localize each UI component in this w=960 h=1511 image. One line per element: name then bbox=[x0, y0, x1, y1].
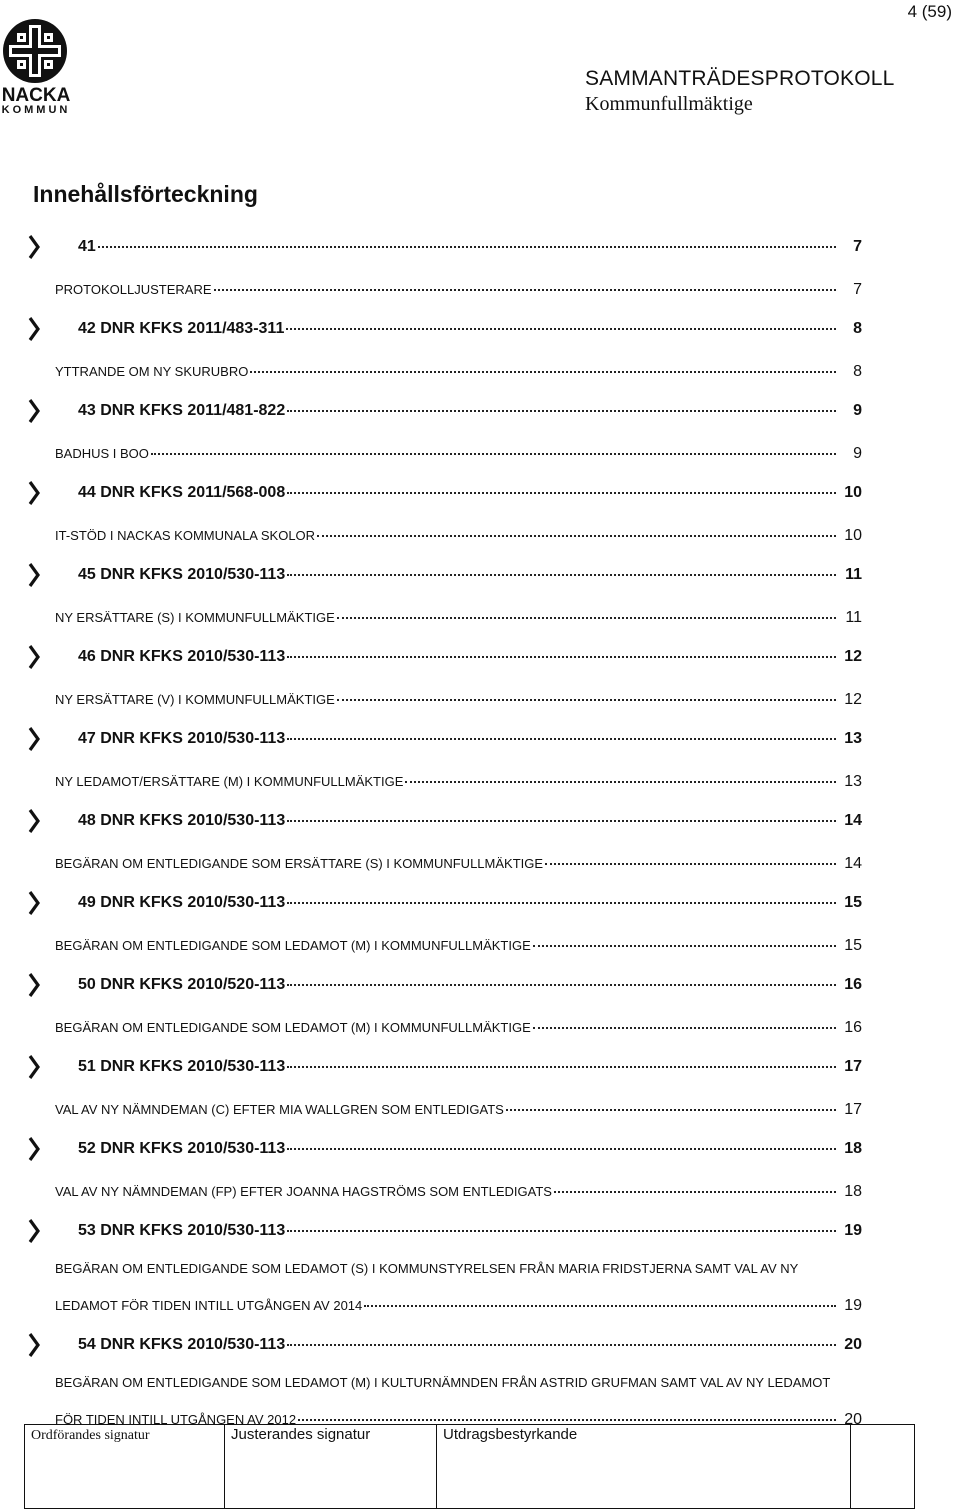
dot-leader bbox=[554, 1175, 836, 1193]
dot-leader bbox=[250, 355, 836, 373]
toc-subentry[interactable] bbox=[55, 1178, 862, 1201]
toc-arrow-icon bbox=[28, 234, 42, 260]
toc-arrow-icon bbox=[28, 398, 42, 424]
toc-subentry-page: 20 bbox=[844, 1411, 862, 1428]
document-type: SAMMANTRÄDESPROTOKOLL bbox=[585, 67, 895, 90]
toc-arrow-icon bbox=[28, 1218, 42, 1244]
toc-entry-title: 52 DNR KFKS 2010/530-113 bbox=[78, 1140, 286, 1157]
toc-subentry-title: LEDAMOT FÖR TIDEN INTILL UTGÅNGEN AV 2014 bbox=[55, 1298, 363, 1313]
toc-entry-title: 51 DNR KFKS 2010/530-113 bbox=[78, 1058, 286, 1075]
dot-leader bbox=[533, 1011, 836, 1029]
toc-subentry-page: 18 bbox=[844, 1183, 862, 1200]
toc-entry-page: 15 bbox=[844, 894, 862, 911]
page-number: 4 (59) bbox=[907, 2, 952, 21]
toc-entry-title: 54 DNR KFKS 2010/530-113 bbox=[78, 1336, 286, 1353]
dot-leader bbox=[287, 1132, 836, 1150]
committee-name: Kommunfullmäktige bbox=[585, 93, 753, 115]
toc-subentry-line1: BEGÄRAN OM ENTLEDIGANDE SOM LEDAMOT (M) I KULTURNÄMNDEN FRÅN ASTRID GRUFMAN SAMT VAL AV NY LEDAMOT bbox=[55, 1375, 831, 1390]
dot-leader bbox=[287, 394, 836, 412]
dot-leader bbox=[317, 519, 836, 537]
toc-title: Innehållsförteckning bbox=[33, 181, 258, 207]
toc-entry-main[interactable] bbox=[78, 971, 862, 994]
toc-subentry-page: 12 bbox=[844, 691, 862, 708]
chair-signature-cell bbox=[25, 1425, 225, 1509]
logo-name: NACKA bbox=[1, 85, 71, 106]
toc-entry-page: 18 bbox=[844, 1140, 862, 1157]
toc-arrow-icon bbox=[28, 1136, 42, 1162]
dot-leader bbox=[364, 1289, 836, 1307]
toc-arrow-icon bbox=[28, 480, 42, 506]
toc-subentry-title: VAL AV NY NÄMNDEMAN (FP) EFTER JOANNA HAGSTRÖMS SOM ENTLEDIGATS bbox=[55, 1184, 552, 1199]
toc-entry-page: 8 bbox=[853, 320, 862, 337]
toc-subentry[interactable] bbox=[55, 932, 862, 955]
toc-subentry-title: PROTOKOLLJUSTERARE bbox=[55, 282, 212, 297]
toc-entry-page: 16 bbox=[844, 976, 862, 993]
dot-leader bbox=[287, 640, 836, 658]
adjuster-signature-cell bbox=[225, 1425, 437, 1509]
toc-entry-main[interactable] bbox=[78, 479, 862, 502]
toc-entry-page: 10 bbox=[844, 484, 862, 501]
toc-entry-title: 45 DNR KFKS 2010/530-113 bbox=[78, 566, 286, 583]
toc-entry-title: 48 DNR KFKS 2010/530-113 bbox=[78, 812, 286, 829]
extract-certification-cell bbox=[437, 1425, 851, 1509]
toc-arrow-icon bbox=[28, 316, 42, 342]
toc-entry-title: 49 DNR KFKS 2010/530-113 bbox=[78, 894, 286, 911]
dot-leader bbox=[405, 765, 836, 783]
toc-subentry-title: FÖR TIDEN INTILL UTGÅNGEN AV 2012 bbox=[55, 1412, 297, 1427]
dot-leader bbox=[287, 1214, 836, 1232]
dot-leader bbox=[287, 1328, 836, 1346]
toc-entry-page: 19 bbox=[844, 1222, 862, 1239]
toc-subentry-title: NY ERSÄTTARE (V) I KOMMUNFULLMÄKTIGE bbox=[55, 692, 335, 707]
dot-leader bbox=[298, 1403, 836, 1421]
toc-entry-main[interactable] bbox=[78, 1331, 862, 1354]
dot-leader bbox=[287, 968, 836, 986]
toc-entry-title: 41 bbox=[78, 238, 96, 255]
toc-subentry-title: BEGÄRAN OM ENTLEDIGANDE SOM LEDAMOT (M) I KOMMUNFULLMÄKTIGE bbox=[55, 1020, 531, 1035]
toc-entry-main[interactable] bbox=[78, 1053, 862, 1076]
dot-leader bbox=[337, 601, 836, 619]
dot-leader bbox=[506, 1093, 836, 1111]
toc-entry-title: 42 DNR KFKS 2011/483-311 bbox=[78, 320, 285, 337]
blank-cell bbox=[851, 1425, 915, 1509]
toc-arrow-icon bbox=[28, 1332, 42, 1358]
toc-arrow-icon bbox=[28, 972, 42, 998]
toc-subentry-title: VAL AV NY NÄMNDEMAN (C) EFTER MIA WALLGREN SOM ENTLEDIGATS bbox=[55, 1102, 504, 1117]
dot-leader bbox=[287, 722, 836, 740]
toc-entry-title: 44 DNR KFKS 2011/568-008 bbox=[78, 484, 286, 501]
toc-subentry[interactable] bbox=[55, 768, 862, 791]
toc-subentry-page: 19 bbox=[844, 1297, 862, 1314]
toc-subentry[interactable] bbox=[55, 276, 862, 299]
toc-arrow-icon bbox=[28, 890, 42, 916]
toc-subentry-title: BEGÄRAN OM ENTLEDIGANDE SOM LEDAMOT (M) I KOMMUNFULLMÄKTIGE bbox=[55, 938, 531, 953]
toc-subentry-title: BEGÄRAN OM ENTLEDIGANDE SOM ERSÄTTARE (S) I KOMMUNFULLMÄKTIGE bbox=[55, 856, 544, 871]
dot-leader bbox=[287, 1050, 836, 1068]
toc-subentry-page: 7 bbox=[853, 281, 862, 298]
toc-subentry-title: IT-STÖD I NACKAS KOMMUNALA SKOLOR bbox=[55, 528, 316, 543]
dot-leader bbox=[287, 886, 836, 904]
toc-subentry-page: 9 bbox=[853, 445, 862, 462]
toc-entry-page: 17 bbox=[844, 1058, 862, 1075]
dot-leader bbox=[151, 437, 836, 455]
toc-entry-main[interactable] bbox=[78, 561, 862, 584]
dot-leader bbox=[286, 312, 836, 330]
toc-subentry-page: 10 bbox=[844, 527, 862, 544]
toc-entry-main[interactable] bbox=[78, 889, 862, 912]
dot-leader bbox=[214, 273, 836, 291]
dot-leader bbox=[337, 683, 836, 701]
toc-entry-main[interactable] bbox=[78, 725, 862, 748]
toc-subentry-page: 8 bbox=[853, 363, 862, 380]
dot-leader bbox=[533, 929, 836, 947]
toc-subentry-page: 14 bbox=[844, 855, 862, 872]
toc-subentry-page: 11 bbox=[845, 609, 862, 626]
toc-entry-page: 7 bbox=[853, 238, 862, 255]
toc-subentry-title: BADHUS I BOO bbox=[55, 446, 149, 461]
toc-entry-page: 12 bbox=[844, 648, 862, 665]
adjuster-signature-label: Justerandes signatur bbox=[231, 1426, 371, 1443]
toc-entry-title: 46 DNR KFKS 2010/530-113 bbox=[78, 648, 286, 665]
toc-subentry[interactable] bbox=[55, 686, 862, 709]
toc-subentry-line1: BEGÄRAN OM ENTLEDIGANDE SOM LEDAMOT (S) I KOMMUNSTYRELSEN FRÅN MARIA FRIDSTJERNA SAMT VAL AV NY bbox=[55, 1261, 799, 1276]
signature-table bbox=[24, 1424, 915, 1509]
toc-subentry[interactable] bbox=[55, 358, 862, 381]
toc-entry-main[interactable] bbox=[78, 1135, 862, 1158]
toc-subentry-title: NY ERSÄTTARE (S) I KOMMUNFULLMÄKTIGE bbox=[55, 610, 335, 625]
dot-leader bbox=[287, 476, 836, 494]
toc-entry-page: 14 bbox=[844, 812, 862, 829]
extract-certification-label: Utdragsbestyrkande bbox=[443, 1426, 578, 1443]
toc-entry-main[interactable] bbox=[78, 643, 862, 666]
toc-entry-main[interactable] bbox=[78, 807, 862, 830]
dot-leader bbox=[545, 847, 836, 865]
toc-arrow-icon bbox=[28, 1054, 42, 1080]
toc-entry-page: 13 bbox=[844, 730, 862, 747]
toc-entry-page: 20 bbox=[844, 1336, 862, 1353]
toc-subentry[interactable] bbox=[55, 1096, 862, 1119]
toc-entry-main[interactable] bbox=[78, 315, 862, 338]
chair-signature-label: Ordförandes signatur bbox=[31, 1428, 150, 1443]
toc-subentry[interactable] bbox=[55, 604, 862, 627]
toc-entry-title: 50 DNR KFKS 2010/520-113 bbox=[78, 976, 286, 993]
toc-entry-main[interactable] bbox=[78, 233, 862, 256]
toc-subentry-title: NY LEDAMOT/ERSÄTTARE (M) I KOMMUNFULLMÄKTIGE bbox=[55, 774, 404, 789]
toc-entry-title: 43 DNR KFKS 2011/481-822 bbox=[78, 402, 286, 419]
toc-subentry-page: 15 bbox=[844, 937, 862, 954]
toc-subentry-page: 16 bbox=[844, 1019, 862, 1036]
dot-leader bbox=[98, 230, 836, 248]
toc-subentry-page: 17 bbox=[844, 1101, 862, 1118]
toc-subentry[interactable] bbox=[55, 1292, 862, 1315]
toc-entry-main[interactable] bbox=[78, 397, 862, 420]
logo-sub: KOMMUN bbox=[1, 104, 71, 116]
toc-arrow-icon bbox=[28, 562, 42, 588]
toc-subentry-title: YTTRANDE OM NY SKURUBRO bbox=[55, 364, 249, 379]
toc-entry-page: 9 bbox=[853, 402, 862, 419]
toc-entry-title: 47 DNR KFKS 2010/530-113 bbox=[78, 730, 286, 747]
toc-subentry[interactable] bbox=[55, 1014, 862, 1037]
toc-arrow-icon bbox=[28, 808, 42, 834]
toc-subentry[interactable] bbox=[55, 522, 862, 545]
dot-leader bbox=[287, 558, 836, 576]
dot-leader bbox=[287, 804, 836, 822]
toc-entry-main[interactable] bbox=[78, 1217, 862, 1240]
toc-arrow-icon bbox=[28, 726, 42, 752]
toc-subentry[interactable] bbox=[55, 440, 862, 463]
toc-entry-page: 11 bbox=[845, 566, 862, 583]
toc-subentry-page: 13 bbox=[844, 773, 862, 790]
toc-entry-title: 53 DNR KFKS 2010/530-113 bbox=[78, 1222, 286, 1239]
toc-subentry[interactable] bbox=[55, 850, 862, 873]
toc-arrow-icon bbox=[28, 644, 42, 670]
